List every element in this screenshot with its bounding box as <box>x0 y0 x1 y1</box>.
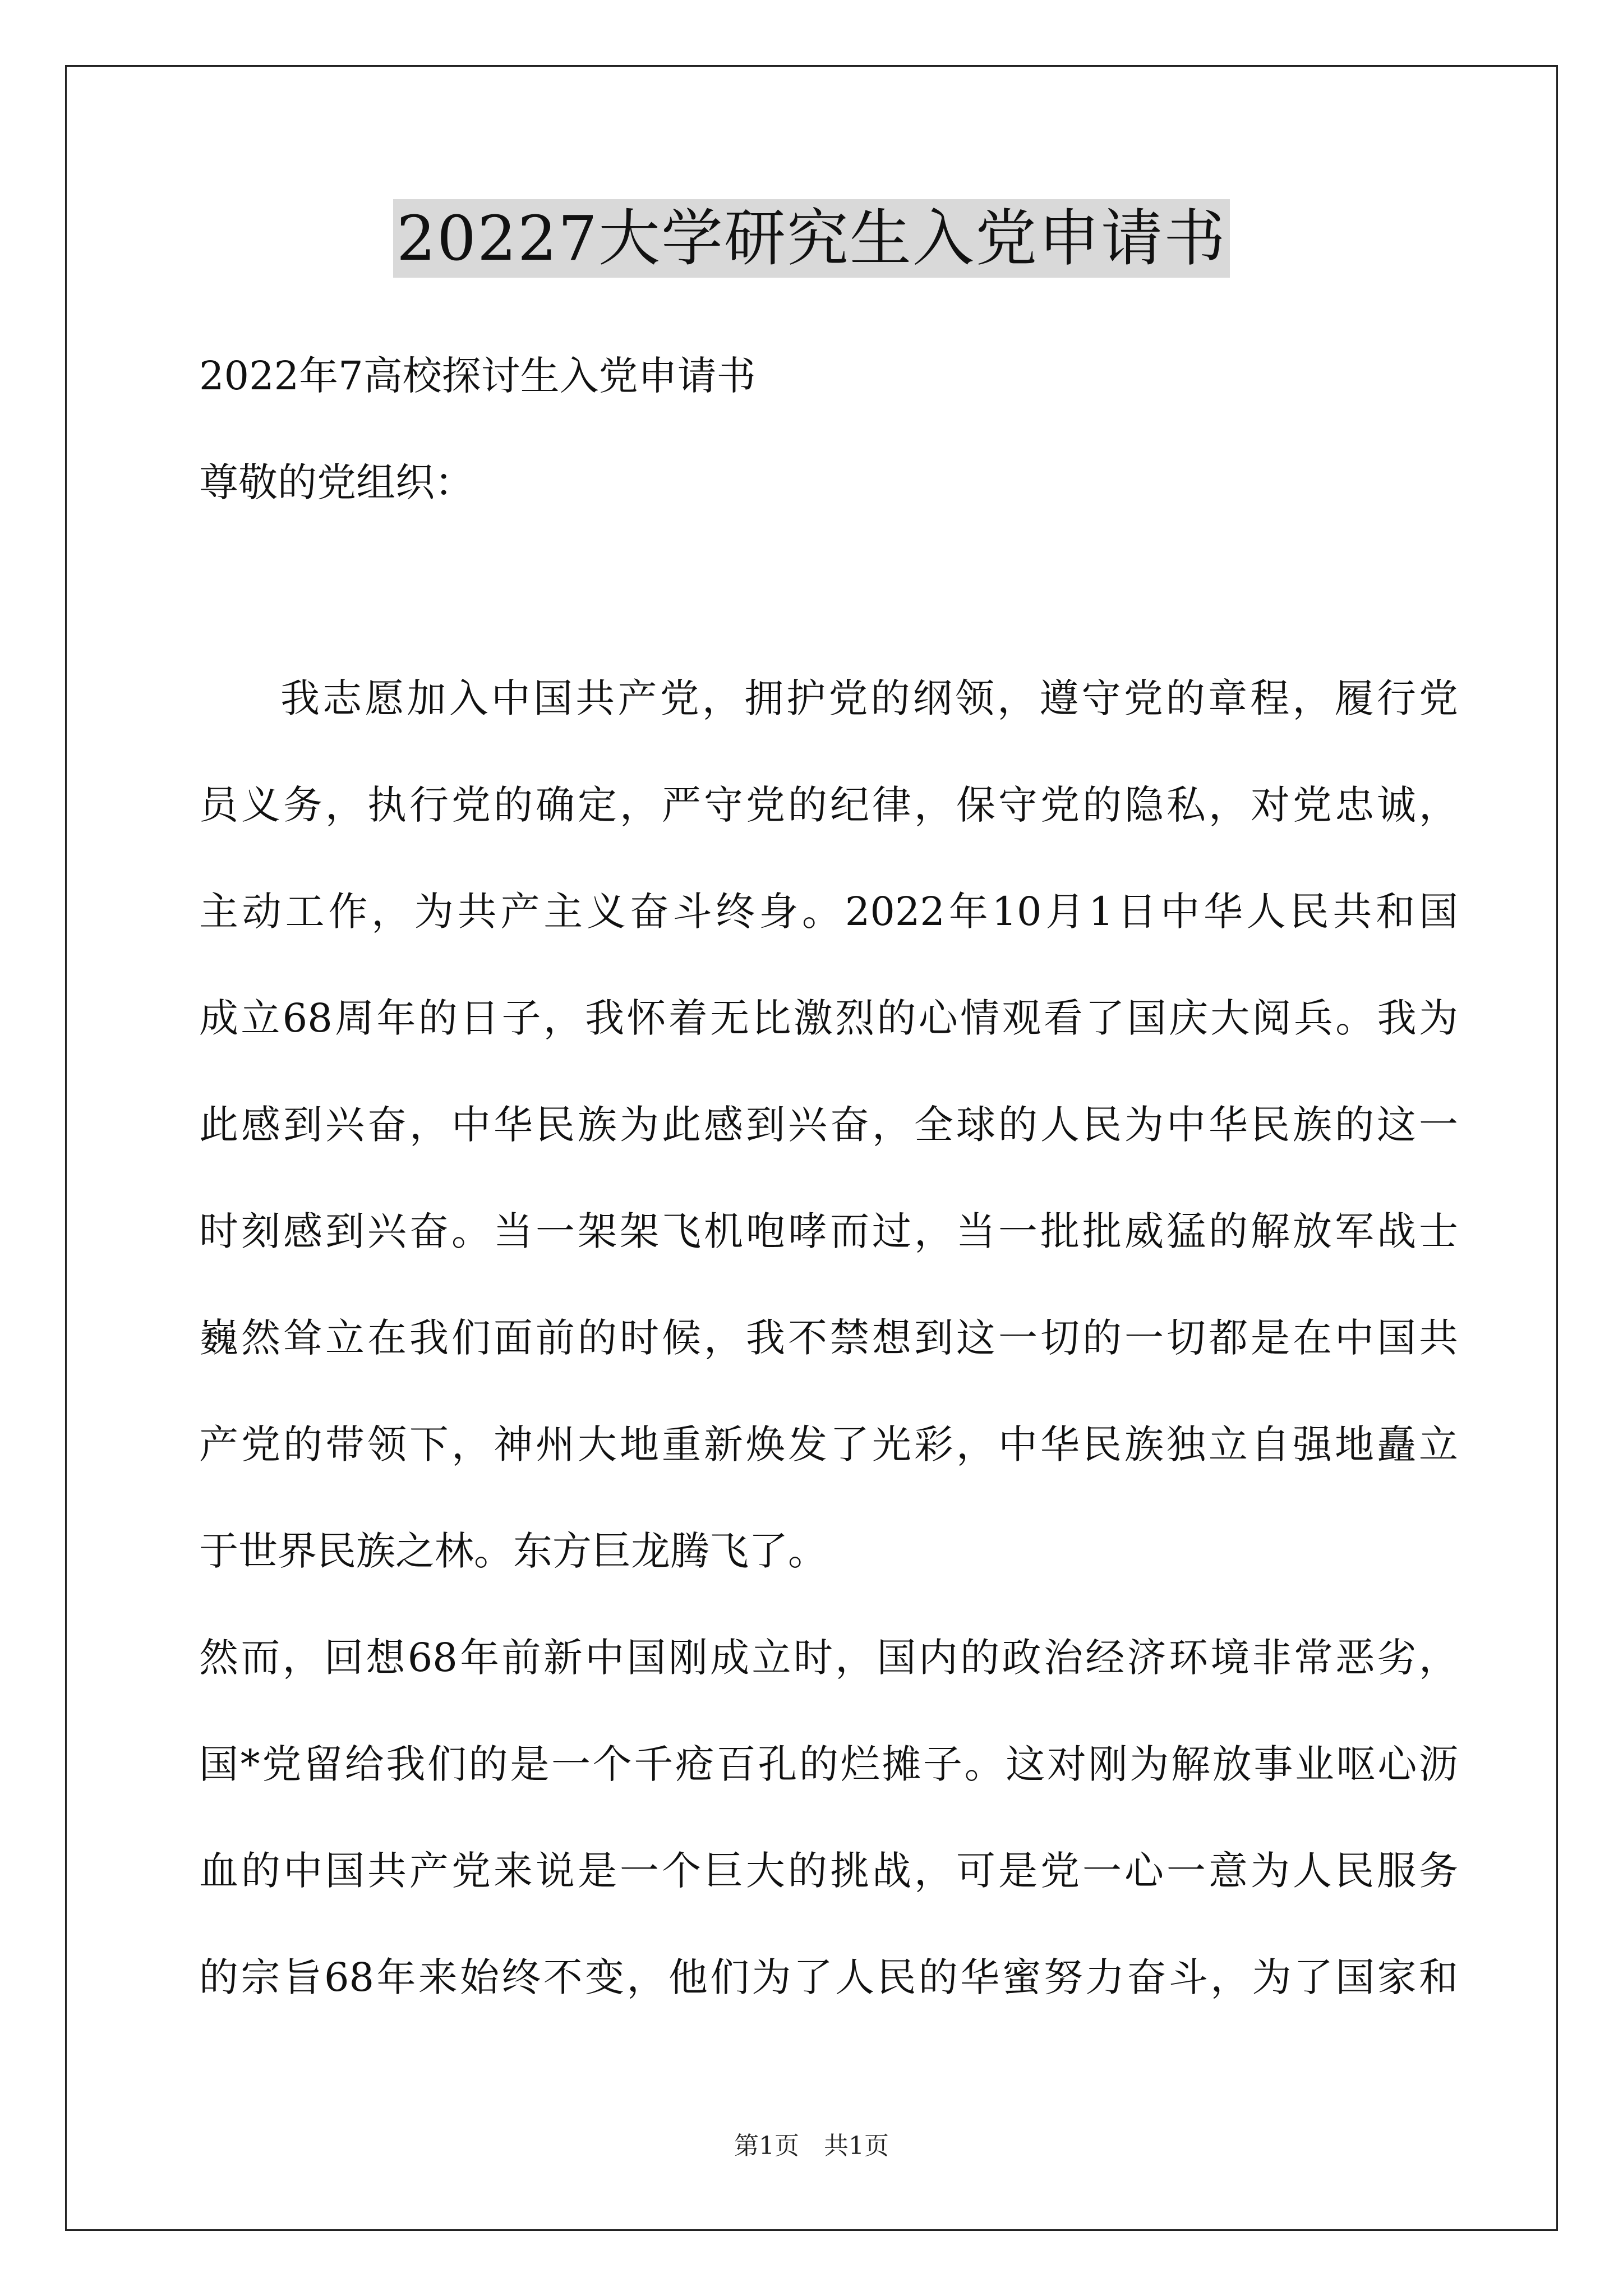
paragraph1-line: 员义务，执行党的确定，严守党的纪律，保守党的隐私，对党忠诚， <box>199 782 1458 828</box>
paragraph1-line: 巍然耸立在我们面前的时候，我不禁想到这一切的一切都是在中国共 <box>199 1315 1458 1361</box>
paragraph1-line: 时刻感到兴奋。当一架架飞机咆哮而过，当一批批威猛的解放军战士 <box>199 1208 1458 1254</box>
paragraph2-line: 的宗旨68年来始终不变，他们为了人民的华蜜努力奋斗，为了国家和 <box>199 1954 1458 2000</box>
document-title: 20227大学研究生入党申请书 <box>393 199 1230 278</box>
salutation: 尊敬的党组织： <box>199 459 474 505</box>
paragraph1-line: 于世界民族之林。东方巨龙腾飞了。 <box>199 1528 827 1574</box>
paragraph2-line: 血的中国共产党来说是一个巨大的挑战，可是党一心一意为人民服务 <box>199 1848 1458 1894</box>
document-subtitle: 2022年7高校探讨生入党申请书 <box>199 353 756 399</box>
paragraph2-line: 国*党留给我们的是一个千疮百孔的烂摊子。这对刚为解放事业呕心沥 <box>199 1741 1458 1787</box>
paragraph1-line: 我志愿加入中国共产党，拥护党的纲领，遵守党的章程，履行党 <box>280 675 1458 721</box>
paragraph1-line: 产党的带领下，神州大地重新焕发了光彩，中华民族独立自强地矗立 <box>199 1421 1458 1467</box>
page-footer: 第1页 共1页 <box>734 2132 889 2160</box>
paragraph1-line: 此感到兴奋，中华民族为此感到兴奋，全球的人民为中华民族的这一 <box>199 1102 1458 1148</box>
title-container <box>0 199 1623 278</box>
paragraph1-line: 成立68周年的日子，我怀着无比激烈的心情观看了国庆大阅兵。我为 <box>199 995 1458 1041</box>
paragraph2-line: 然而，回想68年前新中国刚成立时，国内的政治经济环境非常恶劣， <box>199 1635 1458 1681</box>
paragraph1-line: 主动工作，为共产主义奋斗终身。2022年10月1日中华人民共和国 <box>199 889 1458 935</box>
